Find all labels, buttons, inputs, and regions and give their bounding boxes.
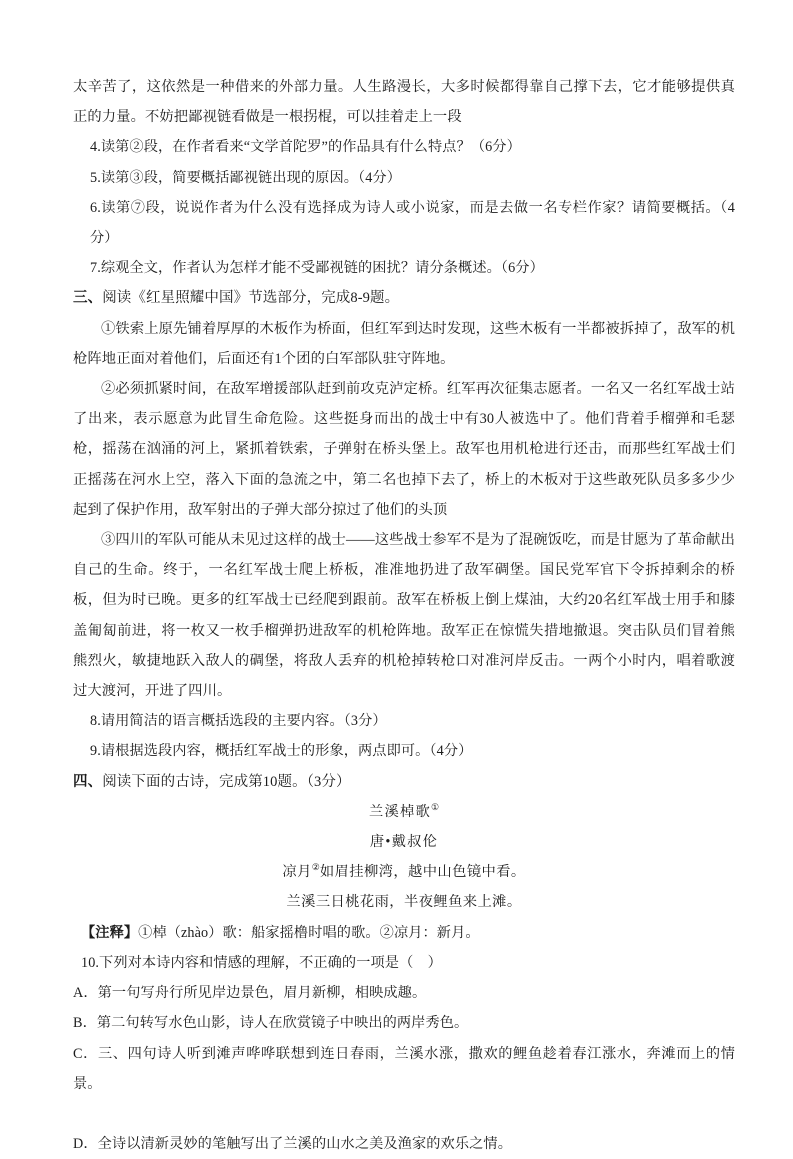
passage-paragraph-3: ③四川的军队可能从未见过这样的战士——这些战士参军不是为了混碗饭吃，而是甘愿为了革命献出自己的生命。终于，一名红军战士爬上桥板，准准地扔进了敌军碉堡。国民党军官下令拆掉剩余的桥板，但为时已晚。更多的红军战士已经爬到跟前。敌军在桥板上倒上煤油，大约20名红军战士用手和膝盖匍匐前进，将一枚又一枚手榴弹扔进敌军的机枪阵地。敌军正在惊慌失措地撤退。突击队员们冒着熊熊烈火，敏捷地跃入敌人的碉堡，将敌人丢弃的机枪掉转枪口对准河岸反击。一两个小时内，唱着歌渡过大渡河，开进了四川。 <box>73 532 735 700</box>
question-4-text: 读第②段，在作者看来“文学首陀罗”的作品具有什么特点？（6分） <box>100 139 521 156</box>
poem-title-text: 兰溪棹歌 <box>368 803 431 820</box>
choice-d[interactable] <box>73 1129 735 1159</box>
question-9-number: 9. <box>90 743 101 760</box>
passage-paragraph-2: ②必须抓紧时间，在敌军增援部队赶到前攻克泸定桥。红军再次征集志愿者。一名又一名红军战士站了出来，表示愿意为此冒生命危险。这些挺身而出的战士中有30人被选中了。他们背着手榴弹和毛瑟枪，摇荡在汹涌的河上，紧抓着铁索，子弹射在桥头堡上。敌军也用机枪进行还击，而那些红军战士们正摇荡在河水上空，落入下面的急流之中，第二名也掉下去了，桥上的木板对于这些敢死队员多多少少起到了保护作用，敌军射出的子弹大部分掠过了他们的头顶 <box>73 381 735 518</box>
question-6-number: 6. <box>90 199 101 216</box>
choice-c[interactable] <box>73 1039 735 1099</box>
question-10-text: 下列对本诗内容和情感的理解，不正确的一项是（ ） <box>99 954 442 971</box>
choice-a[interactable] <box>73 978 735 1008</box>
question-8-text: 请用简洁的语言概括选段的主要内容。（3分） <box>100 713 387 730</box>
choice-c-letter: C． <box>73 1045 98 1062</box>
section-four-title: 阅读下面的古诗，完成第10题。（3分） <box>102 773 351 790</box>
choice-c-text: 三、四句诗人听到滩声哗哗联想到连日春雨，兰溪水涨，撒欢的鲤鱼趁着春江涨水，奔滩而上的情景。 <box>73 1045 735 1092</box>
question-7-text: 综观全文，作者认为怎样才能不受鄙视链的困扰？请分条概述。（6分） <box>100 260 544 277</box>
question-9 <box>73 736 735 766</box>
question-9-text: 请根据选段内容，概括红军战士的形象，两点即可。（4分） <box>100 743 473 760</box>
poem-notes-label: 【注释】 <box>81 924 139 941</box>
poem-line-2-post: 兰溪三日桃花雨，半夜鲤鱼来上滩。 <box>286 894 522 911</box>
question-10-number: 10. <box>81 954 100 971</box>
poem-line-1 <box>73 857 735 887</box>
section-four-heading <box>73 767 735 797</box>
poem-title <box>73 797 735 827</box>
section-three-title: 阅读《红星照耀中国》节选部分，完成8-9题。 <box>102 290 400 307</box>
choice-gap-spacer <box>73 1099 735 1129</box>
section-three-marker: 三、 <box>73 290 103 307</box>
question-7-number: 7. <box>90 260 101 277</box>
question-5-number: 5. <box>90 169 101 186</box>
choice-d-text: 全诗以清新灵妙的笔触写出了兰溪的山水之美及渔家的欢乐之情。 <box>97 1135 512 1152</box>
page-content <box>73 72 735 1159</box>
poem-title-footnote-marker: ① <box>430 802 440 813</box>
poem-line-1-post: 如眉挂柳湾，越中山色镜中看。 <box>319 864 526 881</box>
poem-author: 唐•戴叔伦 <box>369 834 439 851</box>
question-5-text: 读第③段，简要概括鄙视链出现的原因。（4分） <box>100 169 401 186</box>
choice-b-text: 第二句转写水色山影，诗人在欣赏镜子中映出的两岸秀色。 <box>96 1015 469 1032</box>
question-10 <box>73 948 735 978</box>
question-6-text: 读第⑦段，说说作者为什么没有选择成为诗人或小说家，而是去做一名专栏作家？请简要概括。（4分） <box>90 199 735 247</box>
question-6 <box>73 193 735 253</box>
choice-b[interactable] <box>73 1008 735 1038</box>
poem-line-1-footnote-marker: ② <box>311 862 320 873</box>
question-4-number: 4. <box>90 139 101 156</box>
question-5 <box>73 163 735 193</box>
question-7 <box>73 253 735 283</box>
question-4 <box>73 132 735 162</box>
section-three-heading <box>73 283 735 313</box>
poem-line-1-pre: 凉月 <box>282 864 312 881</box>
poem-notes-text: ①棹（zhào）歌：船家摇橹时唱的歌。②凉月：新月。 <box>138 924 480 941</box>
poem-notes <box>73 918 735 948</box>
poem-line-2 <box>73 887 735 917</box>
choice-b-letter: B． <box>73 1015 97 1032</box>
choice-a-letter: A． <box>73 985 98 1002</box>
carryover-paragraph: 太辛苦了，这依然是一种借来的外部力量。人生路漫长，大多时候都得靠自己撑下去，它才能够提供真正的力量。不妨把鄙视链看做是一根拐棍，可以挂着走上一段 <box>73 79 735 126</box>
question-8 <box>73 706 735 736</box>
section-four-marker: 四、 <box>73 773 103 790</box>
choice-d-letter: D． <box>73 1135 98 1152</box>
question-8-number: 8. <box>90 713 101 730</box>
passage-paragraph-1: ①铁索上原先铺着厚厚的木板作为桥面，但红军到达时发现，这些木板有一半都被拆掉了，敌军的机枪阵地正面对着他们，后面还有1个团的白军部队驻守阵地。 <box>73 320 735 367</box>
choice-a-text: 第一句写舟行所见岸边景色，眉月新柳，相映成趣。 <box>97 985 427 1002</box>
